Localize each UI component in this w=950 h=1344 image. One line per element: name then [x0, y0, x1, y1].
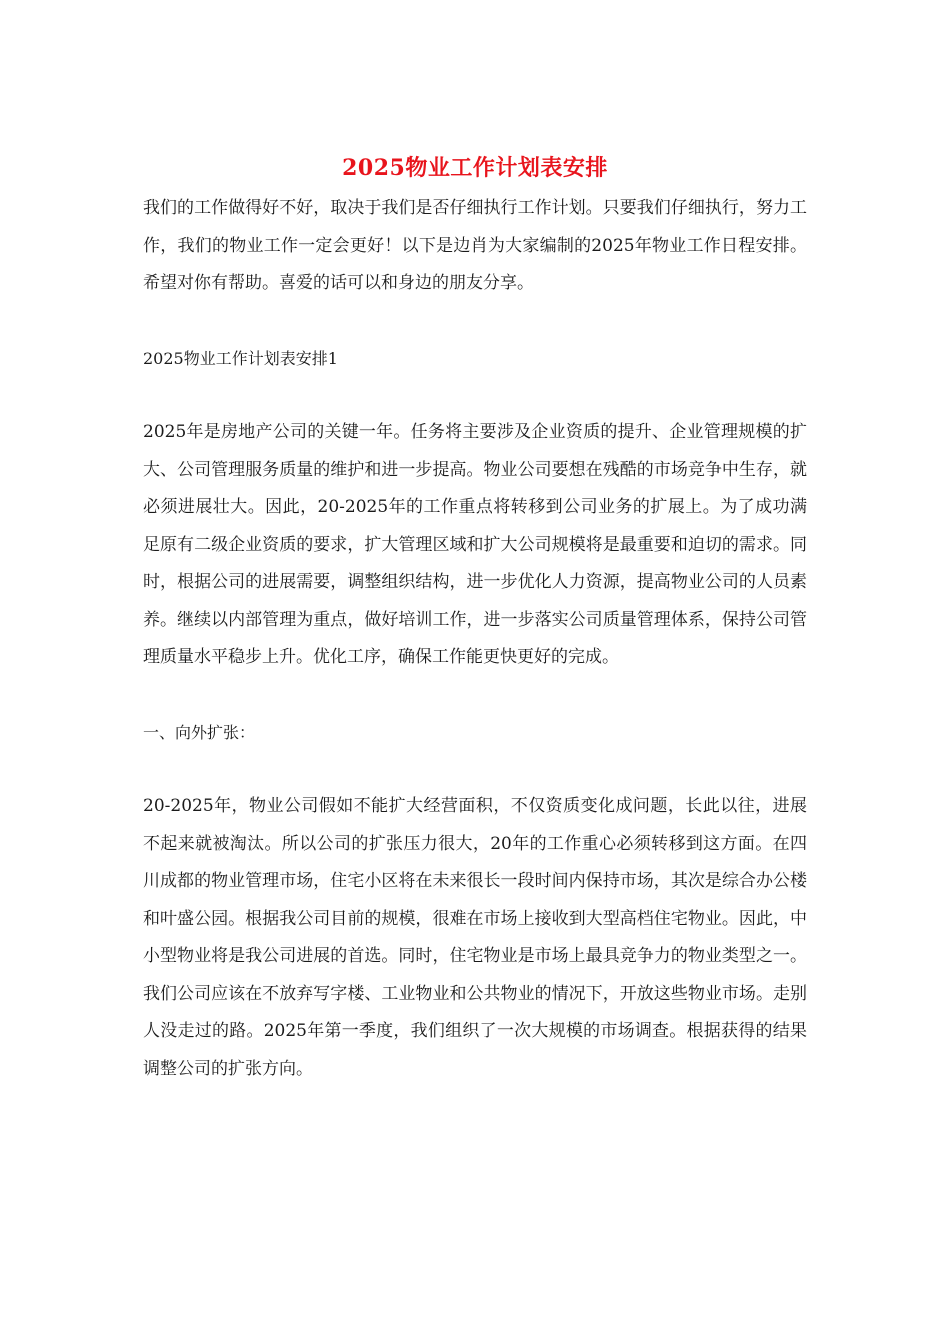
paragraph-spacer	[143, 677, 807, 714]
section-title: 2025物业工作计划表安排1	[143, 348, 338, 368]
document-title: 2025物业工作计划表安排	[342, 155, 608, 181]
document-body	[143, 150, 807, 1088]
paragraph-spacer	[143, 303, 807, 340]
body-paragraph-1: 2025年是房地产公司的关键一年。任务将主要涉及企业资质的提升、企业管理规模的扩大、公司管理服务质量的维护和进一步提高。物业公司要想在残酷的市场竞争中生存，就必须进展壮大。因此，20-2025年的工作重点将转移到公司业务的扩展上。为了成功满足原有二级企业资质的要求，扩大管理区域和扩大公司规模将是最重要和迫切的需求。同时，根据公司的进展需要，调整组织结构，进一步优化人力资源，提高物业公司的人员素养。继续以内部管理为重点，做好培训工作，进一步落实公司质量管理体系，保持公司管理质量水平稳步上升。优化工序，确保工作能更快更好的完成。	[143, 422, 807, 667]
section-heading-expansion: 一、向外扩张：	[143, 722, 256, 742]
intro-paragraph: 我们的工作做得好不好，取决于我们是否仔细执行工作计划。只要我们仔细执行，努力工作，我们的物业工作一定会更好！以下是边肖为大家编制的2025年物业工作日程安排。希望对你有帮助。喜爱的话可以和身边的朋友分享。	[143, 198, 807, 293]
body-paragraph-2: 20-2025年，物业公司假如不能扩大经营面积，不仅资质变化成问题，长此以往，进展不起来就被淘汰。所以公司的扩张压力很大，20年的工作重心必须转移到这方面。在四川成都的物业管理市场，住宅小区将在未来很长一段时间内保持市场，其次是综合办公楼和叶盛公园。根据我公司目前的规模，很难在市场上接收到大型高档住宅物业。因此，中小型物业将是我公司进展的首选。同时，住宅物业是市场上最具竞争力的物业类型之一。我们公司应该在不放弃写字楼、工业物业和公共物业的情况下，开放这些物业市场。走别人没走过的路。2025年第一季度，我们组织了一次大规模的市场调查。根据获得的结果调整公司的扩张方向。	[143, 796, 807, 1079]
paragraph-spacer	[143, 377, 807, 414]
paragraph-spacer	[143, 751, 807, 788]
